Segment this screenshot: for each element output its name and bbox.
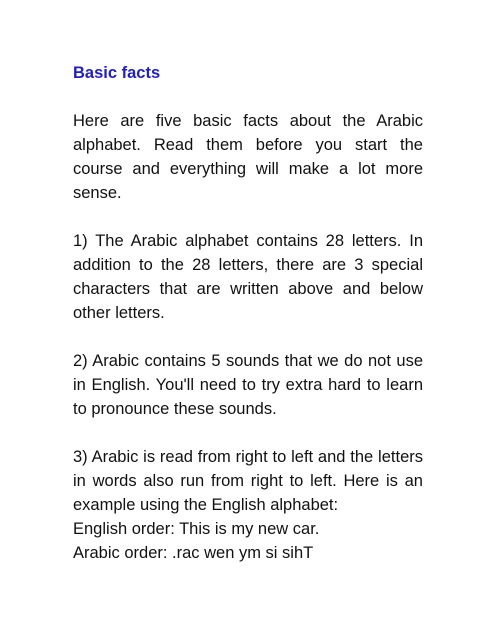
fact-2-paragraph: 2) Arabic contains 5 sounds that we do not use in English. You'll need to try extra hard to learn to pronounce these sounds. (73, 352, 423, 418)
fact-3-text: 3) Arabic is read from right to left and the letters in words also run from right to left. Here is an example using the English alphabet: (73, 448, 423, 514)
english-order-example: English order: This is my new car. (73, 520, 320, 538)
arabic-order-example: Arabic order: .rac wen ym si sihT (73, 544, 314, 562)
intro-paragraph: Here are five basic facts about the Arabic alphabet. Read them before you start the course and everything will make a lot more sense. (73, 112, 423, 202)
fact-1-paragraph: 1) The Arabic alphabet contains 28 letters. In addition to the 28 letters, there are 3 special characters that are written above and below other letters. (73, 232, 423, 322)
section-heading: Basic facts (73, 64, 161, 82)
document-body (73, 61, 423, 565)
fact-3-paragraph (73, 445, 423, 565)
